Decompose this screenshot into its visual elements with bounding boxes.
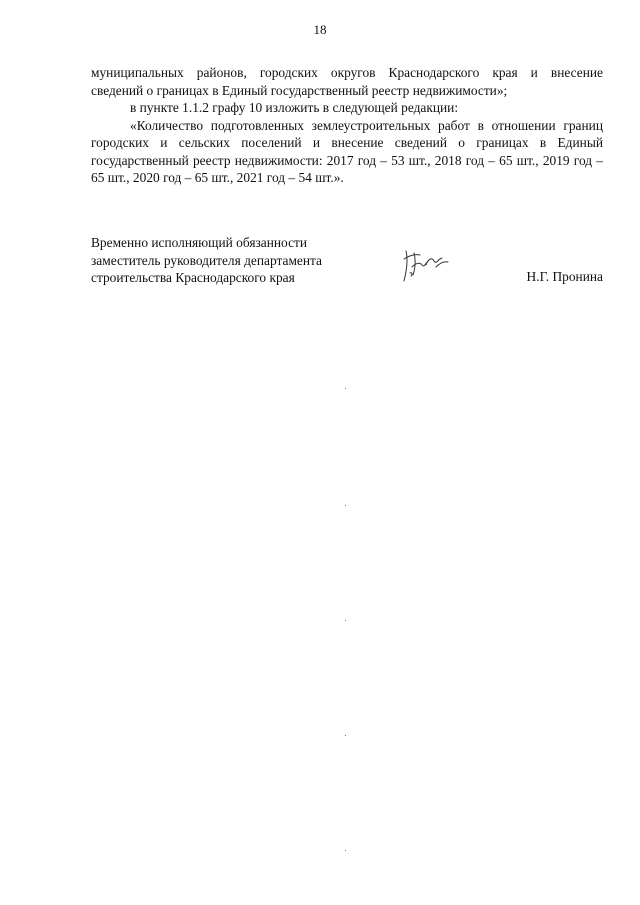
body-paragraph-quote: «Количество подготовленных землеустроительных работ в отношении границ городских и сельских поселений и внесение сведений о границах в Единый государственный реестр недвижимости: 2017 год – 53 шт., 2018 год – 65 шт., 2019 год – 65 шт., 2020 год – 65 шт., 2021 год – 54 шт.».	[91, 117, 603, 185]
handwritten-signature-icon	[400, 245, 458, 285]
signer-position-line: Временно исполняющий обязанности	[91, 235, 308, 250]
signer-position-line: заместитель руководителя департамента	[91, 252, 323, 268]
scan-speck	[345, 735, 346, 736]
scan-speck	[345, 505, 346, 506]
body-paragraph-instruction: в пункте 1.1.2 графу 10 изложить в следующей редакции:	[130, 100, 459, 115]
body-paragraph-continuation-end: сведений о границах в Единый государственный реестр недвижимости»;	[91, 82, 508, 98]
scan-speck	[345, 850, 346, 851]
body-paragraph-continuation: муниципальных районов, городских округов Краснодарского края и внесение	[91, 65, 603, 80]
signer-position-line: строительства Краснодарского края	[91, 270, 295, 285]
scan-speck	[345, 620, 346, 621]
document-body	[91, 64, 603, 187]
scan-speck	[345, 388, 346, 389]
signer-name: Н.Г. Пронина	[526, 269, 603, 284]
page-number: 18	[313, 22, 327, 37]
